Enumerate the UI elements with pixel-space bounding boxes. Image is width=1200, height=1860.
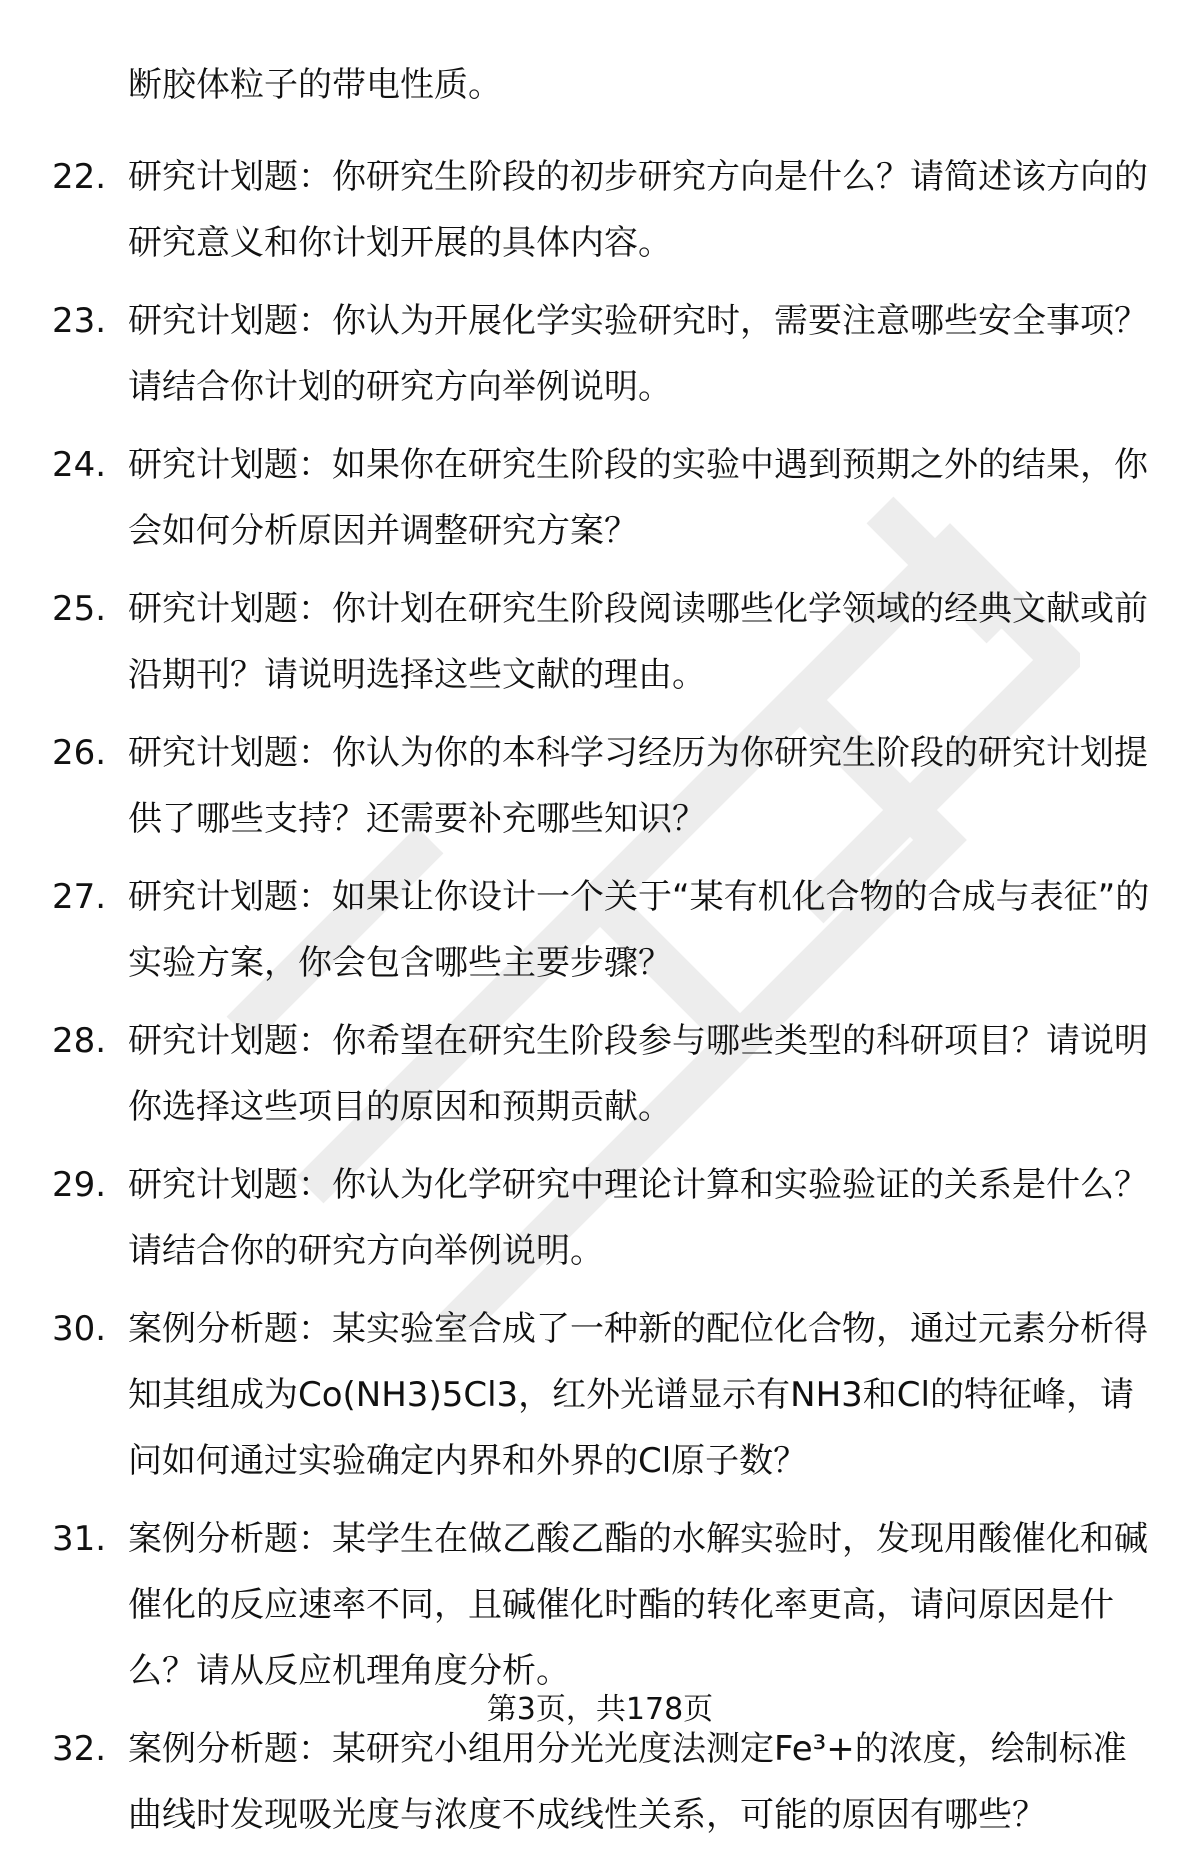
question-item [0,864,1200,996]
question-item [0,144,1200,276]
question-item [0,720,1200,852]
question-item [0,1506,1200,1704]
question-item [0,288,1200,420]
question-number: 30. [52,1309,107,1349]
question-text: 研究计划题：你认为化学研究中理论计算和实验验证的关系是什么？请结合你的研究方向举例说明。 [128,1165,1148,1271]
question-text: 案例分析题：某学生在做乙酸乙酯的水解实验时，发现用酸催化和碱催化的反应速率不同，且碱催化时酯的转化率更高，请问原因是什么？请从反应机理角度分析。 [128,1519,1148,1691]
question-number: 31. [52,1519,107,1559]
question-number: 26. [52,733,107,773]
question-text: 研究计划题：你认为开展化学实验研究时，需要注意哪些安全事项？请结合你计划的研究方向举例说明。 [128,301,1148,407]
question-text: 研究计划题：如果让你设计一个关于“某有机化合物的合成与表征”的实验方案，你会包含哪些主要步骤？ [128,877,1150,983]
question-list [0,144,1200,1860]
page-footer: 第3页，共178页 [486,1692,714,1727]
question-number: 32. [52,1729,107,1769]
question-text: 研究计划题：你研究生阶段的初步研究方向是什么？请简述该方向的研究意义和你计划开展的具体内容。 [128,157,1148,263]
question-number: 29. [52,1165,107,1205]
question-number: 23. [52,301,107,341]
question-text: 案例分析题：某实验室合成了一种新的配位化合物，通过元素分析得知其组成为Co(NH3)5Cl3，红外光谱显示有NH3和Cl的特征峰，请问如何通过实验确定内界和外界的Cl原子数？ [128,1309,1148,1481]
question-item [0,576,1200,708]
question-item [0,1716,1200,1848]
question-item [0,1152,1200,1284]
question-text: 研究计划题：你计划在研究生阶段阅读哪些化学领域的经典文献或前沿期刊？请说明选择这些文献的理由。 [128,589,1148,695]
question-text: 研究计划题：如果你在研究生阶段的实验中遇到预期之外的结果，你会如何分析原因并调整研究方案？ [128,445,1148,551]
question-text: 研究计划题：你希望在研究生阶段参与哪些类型的科研项目？请说明你选择这些项目的原因和预期贡献。 [128,1021,1148,1127]
question-number: 24. [52,445,107,485]
question-item [0,432,1200,564]
question-number: 27. [52,877,107,917]
question-item [0,1008,1200,1140]
question-number: 25. [52,589,107,629]
question-text: 研究计划题：你认为你的本科学习经历为你研究生阶段的研究计划提供了哪些支持？还需要补充哪些知识？ [128,733,1148,839]
question-text: 案例分析题：某研究小组用分光光度法测定Fe³+的浓度，绘制标准曲线时发现吸光度与浓度不成线性关系，可能的原因有哪些？ [128,1729,1127,1835]
continuation-text: 断胶体粒子的带电性质。 [128,65,502,105]
question-number: 22. [52,157,107,197]
question-item [0,1296,1200,1494]
question-number: 28. [52,1021,107,1061]
